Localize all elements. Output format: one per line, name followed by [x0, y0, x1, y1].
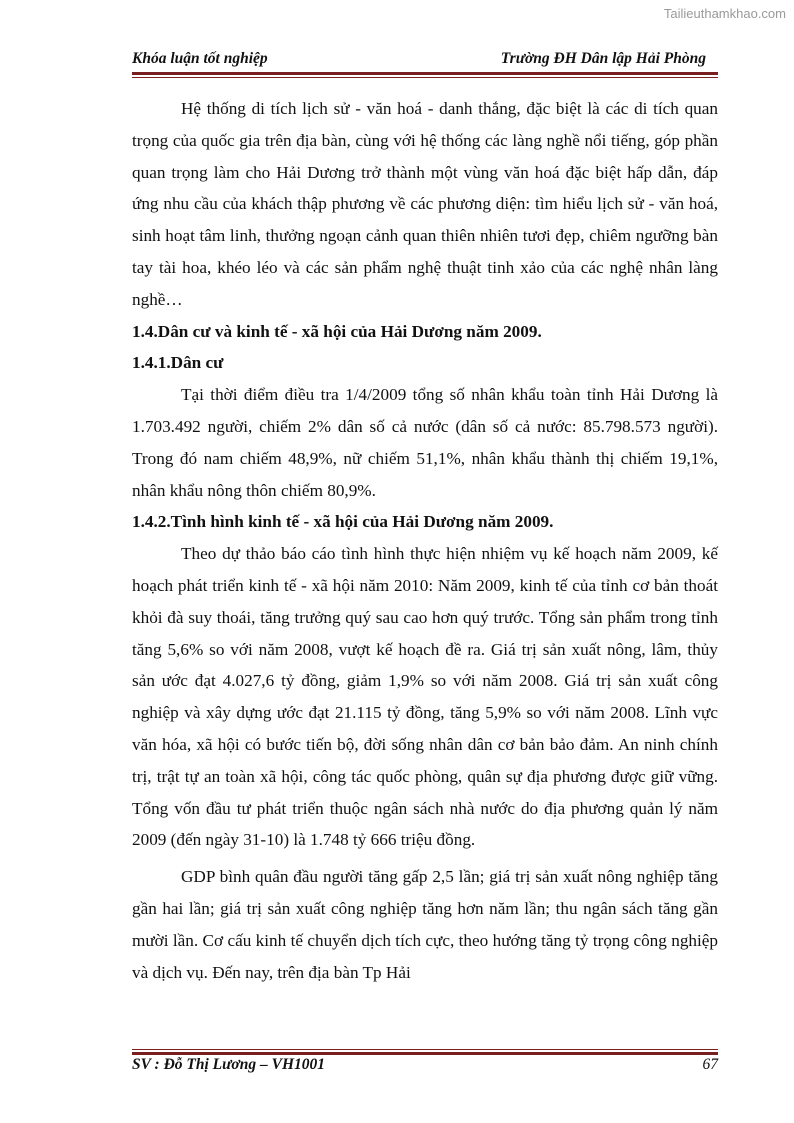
footer-rule	[132, 1052, 718, 1055]
page-header	[132, 50, 718, 72]
page-number: 67	[702, 1056, 718, 1073]
footer-student: SV : Đỗ Thị Lương – VH1001	[132, 1056, 326, 1073]
header-rule-thin	[132, 77, 718, 78]
paragraph-population: Tại thời điểm điều tra 1/4/2009 tổng số nhân khẩu toàn tỉnh Hải Dương là 1.703.492 người, chiếm 2% dân số cả nước (dân số cả nước: 85.798.573 người). Trong đó nam chiếm 48,9%, nữ chiếm 51,1%, nhân khẩu thành thị chiếm 19,1%, nhân khẩu nông thôn chiếm 80,9%.	[132, 385, 718, 500]
section-heading-1-4-2: 1.4.2.Tình hình kinh tế - xã hội của Hải Dương năm 2009.	[132, 512, 554, 532]
page-footer	[132, 1056, 718, 1078]
section-heading-1-4-1: 1.4.1.Dân cư	[132, 353, 224, 373]
paragraph-economy: Theo dự thảo báo cáo tình hình thực hiện nhiệm vụ kế hoạch năm 2009, kế hoạch phát triển kinh tế - xã hội năm 2010: Năm 2009, kinh tế của tỉnh cơ bản thoát khỏi đà suy thoái, tăng trưởng quý sau cao hơn quý trước. Tổng sản phẩm trong tỉnh tăng 5,6% so với năm 2008, vượt kế hoạch đề ra. Giá trị sản xuất nông, lâm, thủy sản ước đạt 4.027,6 tỷ đồng, giảm 1,9% so với năm 2008. Giá trị sản xuất công nghiệp và xây dựng ước đạt 21.115 tỷ đồng, tăng 5,9% so với năm 2008. Lĩnh vực văn hóa, xã hội có bước tiến bộ, đời sống nhân dân cơ bản bảo đảm. An ninh chính trị, trật tự an toàn xã hội, công tác quốc phòng, quân sự địa phương được giữ vững. Tổng vốn đầu tư phát triển thuộc ngân sách nhà nước do địa phương quản lý năm 2009 (đến ngày 31-10) là 1.748 tỷ 666 triệu đồng.	[132, 544, 718, 850]
header-rule	[132, 72, 718, 75]
watermark: Tailieuthamkhao.com	[663, 6, 786, 21]
page-body	[132, 93, 718, 988]
footer-rule-thin	[132, 1049, 718, 1050]
paragraph-heritage: Hệ thống di tích lịch sử - văn hoá - danh thắng, đặc biệt là các di tích quan trọng của quốc gia trên địa bàn, cùng với hệ thống các làng nghề nổi tiếng, góp phần quan trọng làm cho Hải Dương trở thành một vùng văn hoá đặc biệt hấp dẫn, đáp ứng nhu cầu của khách thập phương về các phương diện: tìm hiểu lịch sử - văn hoá, sinh hoạt tâm linh, thưởng ngoạn cảnh quan thiên nhiên tươi đẹp, chiêm ngưỡng bàn tay tài hoa, khéo léo và các sản phẩm nghệ thuật tinh xảo của các nghệ nhân làng nghề…	[132, 99, 718, 309]
header-thesis-label: Khóa luận tốt nghiệp	[132, 50, 268, 67]
section-heading-1-4: 1.4.Dân cư và kinh tế - xã hội của Hải Dương năm 2009.	[132, 321, 542, 341]
paragraph-gdp: GDP bình quân đầu người tăng gấp 2,5 lần; giá trị sản xuất nông nghiệp tăng gần hai lần; giá trị sản xuất công nghiệp tăng hơn năm lần; thu ngân sách tăng gần mười lần. Cơ cấu kinh tế chuyển dịch tích cực, theo hướng tăng tỷ trọng công nghiệp và dịch vụ. Đến nay, trên địa bàn Tp Hải	[132, 867, 718, 982]
header-university: Trường ĐH Dân lập Hải Phòng	[500, 50, 706, 67]
